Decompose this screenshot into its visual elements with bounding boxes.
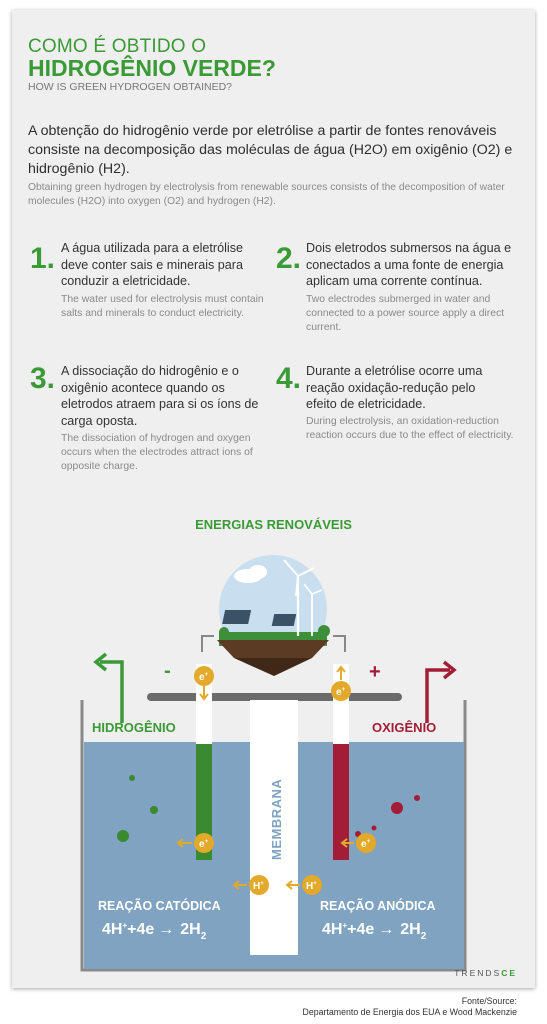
svg-text:H+: H+ (306, 881, 317, 892)
step-1-english: The water used for electrolysis must contain salts and minerals to conduct electricity. (61, 294, 264, 320)
membrane-label: MEMBRANA (269, 778, 284, 860)
step-4-text: Durante a eletrólise ocorre uma reação oxidação-redução pelo efeito de eletricidade. (306, 364, 483, 411)
step-4-number: 4. (276, 362, 302, 395)
step-2-english: Two electrodes submerged in water and connected to a power source apply a direct current. (306, 294, 505, 334)
step-2-text: Dois eletrodos submersos na água e conectados a uma fonte de energia aplicam uma corrente contínua. (306, 241, 512, 288)
hydrogen-outlet-arrow (96, 654, 122, 723)
renewable-island-icon (217, 555, 330, 676)
title-english: HOW IS GREEN HYDROGEN OBTAINED? (28, 81, 232, 93)
svg-text:e+: e+ (199, 839, 209, 850)
step-3-english: The dissociation of hydrogen and oxygen occurs when the electrodes attract ions of opposite charge. (61, 433, 253, 473)
svg-text:e+: e+ (199, 672, 209, 683)
infographic-card (12, 10, 535, 988)
renewable-energy-title: ENERGIAS RENOVÁVEIS (195, 517, 352, 532)
source-label: Fonte/Source: (461, 996, 517, 1006)
hydrogen-label: HIDROGÊNIO (92, 720, 176, 735)
step-1-number: 1. (30, 242, 56, 275)
step-3-text: A dissociação do hidrogênio e o oxigênio acontece quando os eletrodos atraem para si os íons de carga oposta. (61, 364, 259, 428)
oxygen-label: OXIGÊNIO (372, 720, 437, 735)
cathode-reaction-label: REAÇÃO CATÓDICA (98, 899, 221, 913)
negative-sign: - (164, 660, 171, 682)
intro-english: Obtaining green hydrogen by electrolysis from renewable sources consists of the decomposition of water molecules (H2O) into oxygen (O2) and hydrogen (H2). (28, 182, 505, 207)
anode-equation: $4H^++4e \to 2H_2$ (322, 921, 427, 942)
intro-portuguese: A obtenção do hidrogênio verde por eletrólise a partir de fontes renováveis consiste na decomposição das moléculas de água (H2O) em oxigênio (O2) e hidrogênio (H2). (28, 123, 513, 177)
cathode-equation: $4H^++4e \to 2H_2$ (102, 921, 207, 942)
source-note (302, 996, 517, 1018)
title-line-2: HIDROGÊNIO VERDE? (28, 55, 276, 81)
step-3-number: 3. (30, 362, 56, 395)
electrolysis-diagram (12, 540, 535, 988)
svg-text:H+: H+ (253, 881, 264, 892)
circuit-bar (147, 693, 402, 701)
brand-logo: TRENDSCE (454, 968, 517, 978)
anode-reaction-label: REAÇÃO ANÓDICA (320, 899, 436, 913)
title-line-1: COMO É OBTIDO O (28, 36, 207, 57)
svg-text:e+: e+ (336, 687, 346, 698)
svg-text:e+: e+ (361, 839, 371, 850)
source-text: Departamento de Energia dos EUA e Wood Mackenzie (302, 1007, 517, 1017)
step-4-english: During electrolysis, an oxidation-reduction reaction occurs due to the effect of electricity. (306, 416, 514, 442)
step-2-number: 2. (276, 242, 302, 275)
oxygen-outlet-arrow (427, 662, 454, 723)
step-1-text: A água utilizada para a eletrólise deve conter sais e minerais para conduzir a eletricidade. (61, 241, 244, 288)
positive-sign: + (369, 661, 381, 683)
